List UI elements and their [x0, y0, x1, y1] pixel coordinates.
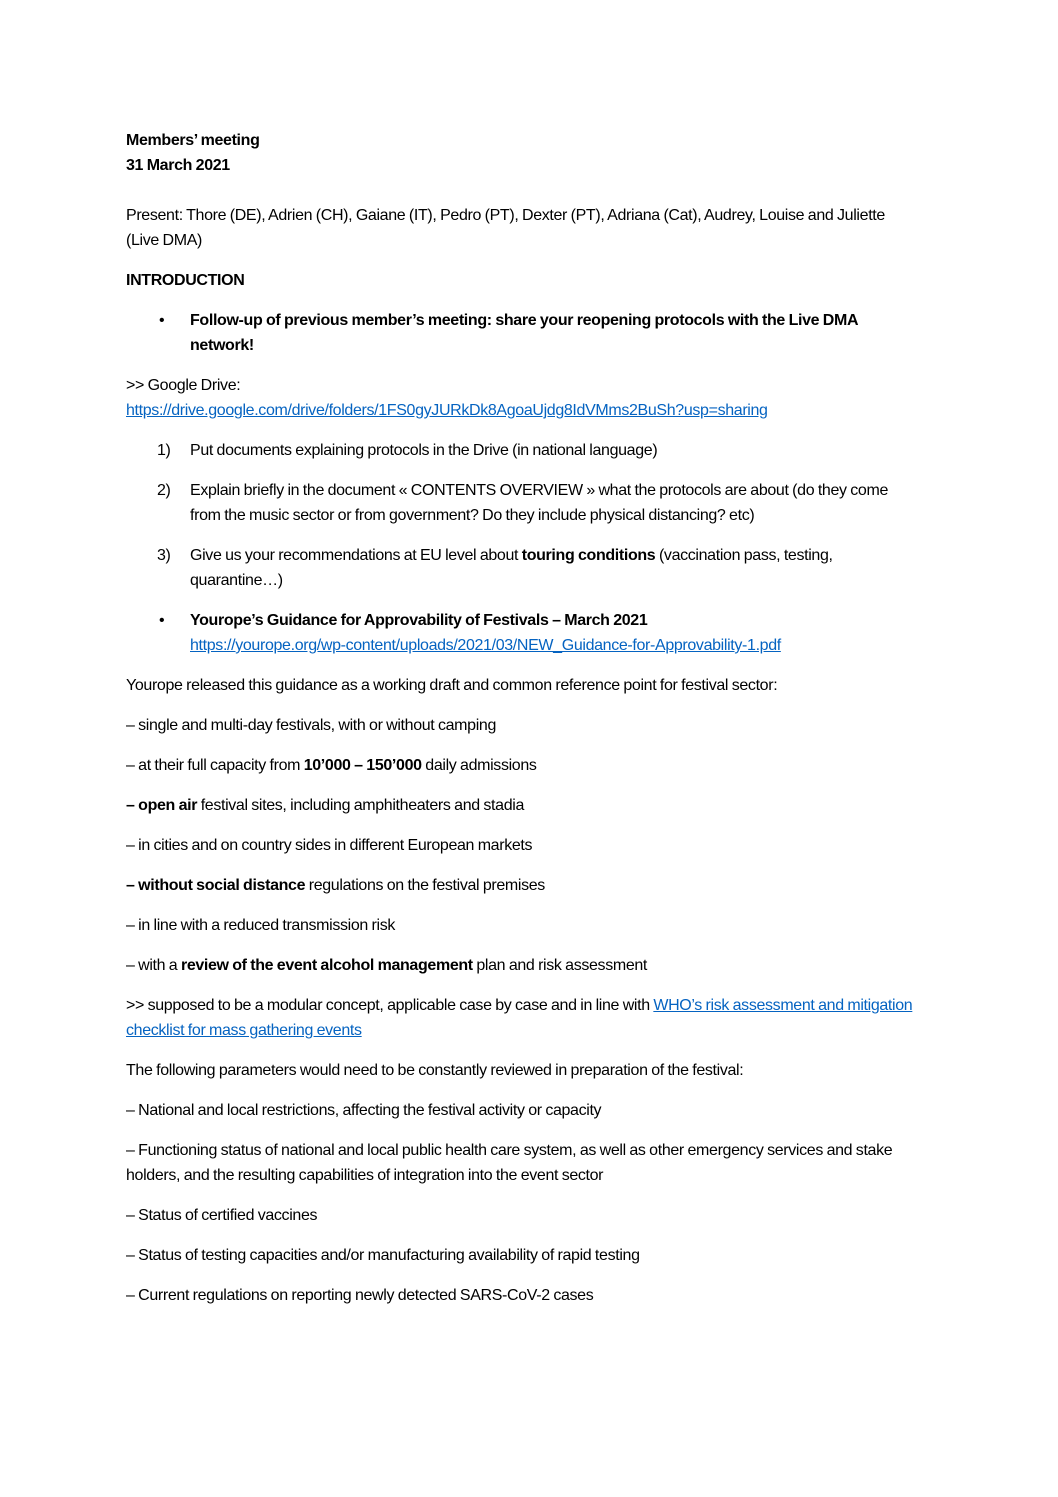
modular-concept-paragraph	[126, 993, 916, 1043]
attendees-paragraph: Present: Thore (DE), Adrien (CH), Gaiane (IT), Pedro (PT), Dexter (PT), Adriana (Cat), Audrey, Louise and Juliette (Live DMA)	[126, 207, 885, 249]
parameter-item: – Current regulations on reporting newly detected SARS-CoV-2 cases	[126, 1287, 594, 1304]
parameter-item: – National and local restrictions, affecting the festival activity or capacity	[126, 1102, 602, 1119]
scope-list	[126, 713, 916, 978]
scope-text: –	[126, 797, 139, 814]
numbered-item-1	[126, 438, 916, 463]
bullet-item-follow-up	[126, 308, 916, 358]
scope-text: festival sites, including amphitheaters and stadia	[197, 797, 524, 814]
who-checklist-link[interactable]: WHO’s risk assessment and mitigation checklist for mass gathering events	[126, 997, 913, 1039]
scope-text: –	[126, 877, 139, 894]
scope-text: – in line with a reduced transmission risk	[126, 917, 396, 934]
numbered-text: Put documents explaining protocols in the Drive (in national language)	[190, 442, 658, 459]
document-page	[126, 128, 916, 1308]
parameters-list	[126, 1098, 916, 1308]
scope-text-bold: open air	[138, 797, 198, 814]
scope-item	[126, 753, 916, 778]
parameters-intro: The following parameters would need to be constantly reviewed in preparation of the festival:	[126, 1062, 744, 1079]
drive-label: >> Google Drive:	[126, 377, 241, 394]
bullet-icon: •	[159, 312, 165, 329]
scope-item	[126, 913, 916, 938]
scope-text: – in cities and on country sides in different European markets	[126, 837, 533, 854]
yourope-guidance-link[interactable]: https://yourope.org/wp-content/uploads/2021/03/NEW_Guidance-for-Approvability-1.pdf	[190, 637, 781, 654]
section-heading-introduction: INTRODUCTION	[126, 272, 245, 289]
meeting-date: 31 March 2021	[126, 157, 230, 174]
bullet-icon: •	[159, 612, 165, 629]
yourope-intro: Yourope released this guidance as a working draft and common reference point for festival sector:	[126, 677, 778, 694]
bullet-text: Yourope’s Guidance for Approvability of Festivals – March 2021	[190, 612, 648, 629]
google-drive-link[interactable]: https://drive.google.com/drive/folders/1FS0gyJURkDk8AgoaUjdg8IdVMms2BuSh?usp=sharing	[126, 402, 768, 419]
scope-item	[126, 873, 916, 898]
scope-text-bold: without social distance	[138, 877, 306, 894]
numbered-text: Explain briefly in the document « CONTENTS OVERVIEW » what the protocols are about (do they come from the music sector or from government? Do they include physical distancing? etc)	[190, 482, 889, 524]
scope-text: daily admissions	[421, 757, 537, 774]
modular-text: >> supposed to be a modular concept, applicable case by case and in line with	[126, 997, 654, 1014]
bullet-text: Follow-up of previous member’s meeting: share your reopening protocols with the Live DMA network!	[190, 312, 858, 354]
scope-item	[126, 953, 916, 978]
scope-text-bold: review of the event alcohol management	[180, 957, 473, 974]
numbered-item-3	[126, 543, 916, 593]
numbered-text-pre: Give us your recommendations at EU level about	[190, 547, 522, 564]
scope-item	[126, 833, 916, 858]
bullet-item-yourope-guidance	[126, 608, 916, 658]
parameter-item: – Status of testing capacities and/or manufacturing availability of rapid testing	[126, 1247, 640, 1264]
scope-item	[126, 713, 916, 738]
scope-text: regulations on the festival premises	[305, 877, 545, 894]
scope-text: – at their full capacity from	[126, 757, 304, 774]
scope-text: plan and risk assessment	[472, 957, 648, 974]
drive-block	[126, 373, 916, 423]
parameter-item: – Status of certified vaccines	[126, 1207, 318, 1224]
scope-item	[126, 793, 916, 818]
number-marker: 2)	[157, 482, 171, 499]
parameter-item: – Functioning status of national and local public health care system, as well as other emergency services and stake holders, and the resulting capabilities of integration into the event sector	[126, 1142, 893, 1184]
number-marker: 3)	[157, 547, 171, 564]
scope-text: – with a	[126, 957, 181, 974]
scope-text-bold: 10’000 – 150’000	[303, 757, 422, 774]
numbered-text-bold: touring conditions	[521, 547, 656, 564]
numbered-item-2	[126, 478, 916, 528]
meeting-header	[126, 128, 916, 178]
document-title: Members’ meeting	[126, 132, 260, 149]
scope-text: – single and multi-day festivals, with or without camping	[126, 717, 497, 734]
numbered-text-post: (vaccination pass, testing, quarantine…)	[190, 547, 833, 589]
number-marker: 1)	[157, 442, 171, 459]
